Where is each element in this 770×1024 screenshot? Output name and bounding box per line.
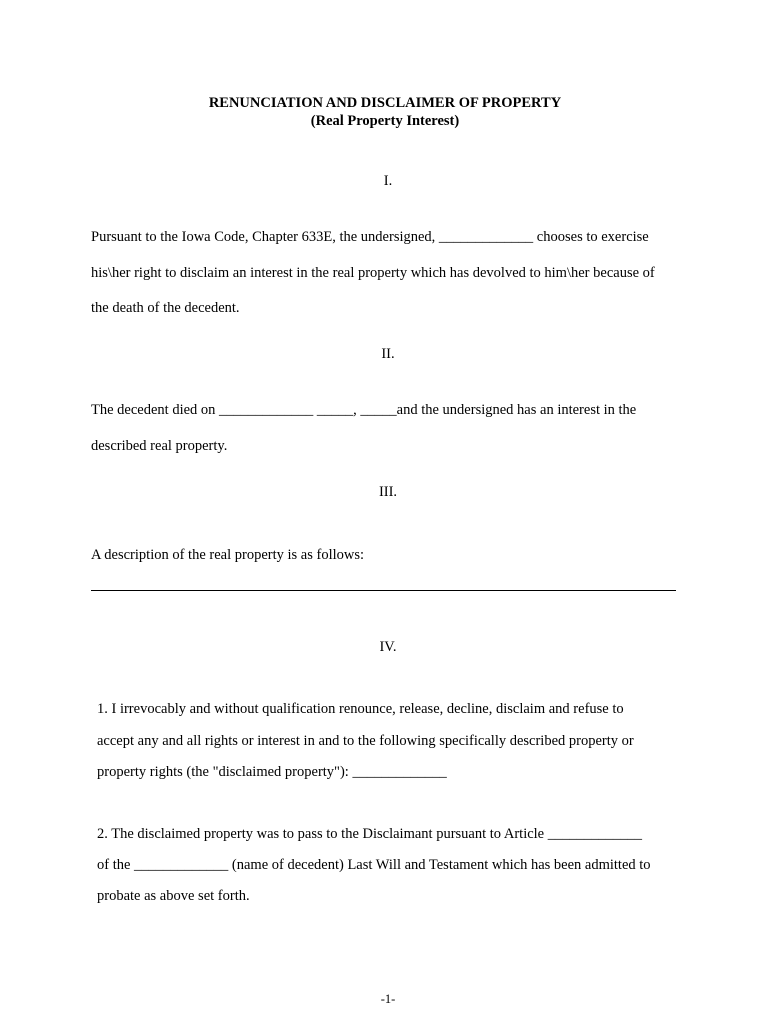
document-title: RENUNCIATION AND DISCLAIMER OF PROPERTY bbox=[208, 95, 562, 111]
section-iv-item1-line-3: property rights (the "disclaimed property"): _____________ bbox=[97, 764, 447, 780]
section-iv-item2-line-1: 2. The disclaimed property was to pass to the Disclaimant pursuant to Article _____________ bbox=[97, 826, 642, 842]
page-number: -1- bbox=[380, 992, 396, 1006]
section-i-line-1: Pursuant to the Iowa Code, Chapter 633E, the undersigned, _____________ chooses to exercise bbox=[91, 229, 649, 245]
section-heading-ii: II. bbox=[381, 346, 395, 362]
section-iv-item1-line-2: accept any and all rights or interest in and to the following specifically described property or bbox=[97, 733, 634, 749]
section-iv-item2-line-3: probate as above set forth. bbox=[97, 888, 250, 904]
section-heading-i: I. bbox=[383, 173, 393, 189]
section-ii-line-2: described real property. bbox=[91, 438, 228, 454]
section-i-line-2: his\her right to disclaim an interest in the real property which has devolved to him\her because of bbox=[91, 265, 655, 281]
section-iv-item2-line-2: of the _____________ (name of decedent) Last Will and Testament which has been admitted to bbox=[97, 857, 651, 873]
section-iii-line-1: A description of the real property is as follows: bbox=[91, 547, 365, 563]
section-ii-line-1: The decedent died on _____________ _____, _____and the undersigned has an interest in the bbox=[91, 402, 637, 418]
section-heading-iv: IV. bbox=[379, 639, 397, 655]
property-description-line bbox=[91, 590, 676, 591]
section-i-line-3: the death of the decedent. bbox=[91, 300, 240, 316]
section-heading-iii: III. bbox=[378, 484, 398, 500]
section-iv-item1-line-1: 1. I irrevocably and without qualification renounce, release, decline, disclaim and refuse to bbox=[97, 701, 624, 717]
document-subtitle: (Real Property Interest) bbox=[310, 113, 460, 129]
